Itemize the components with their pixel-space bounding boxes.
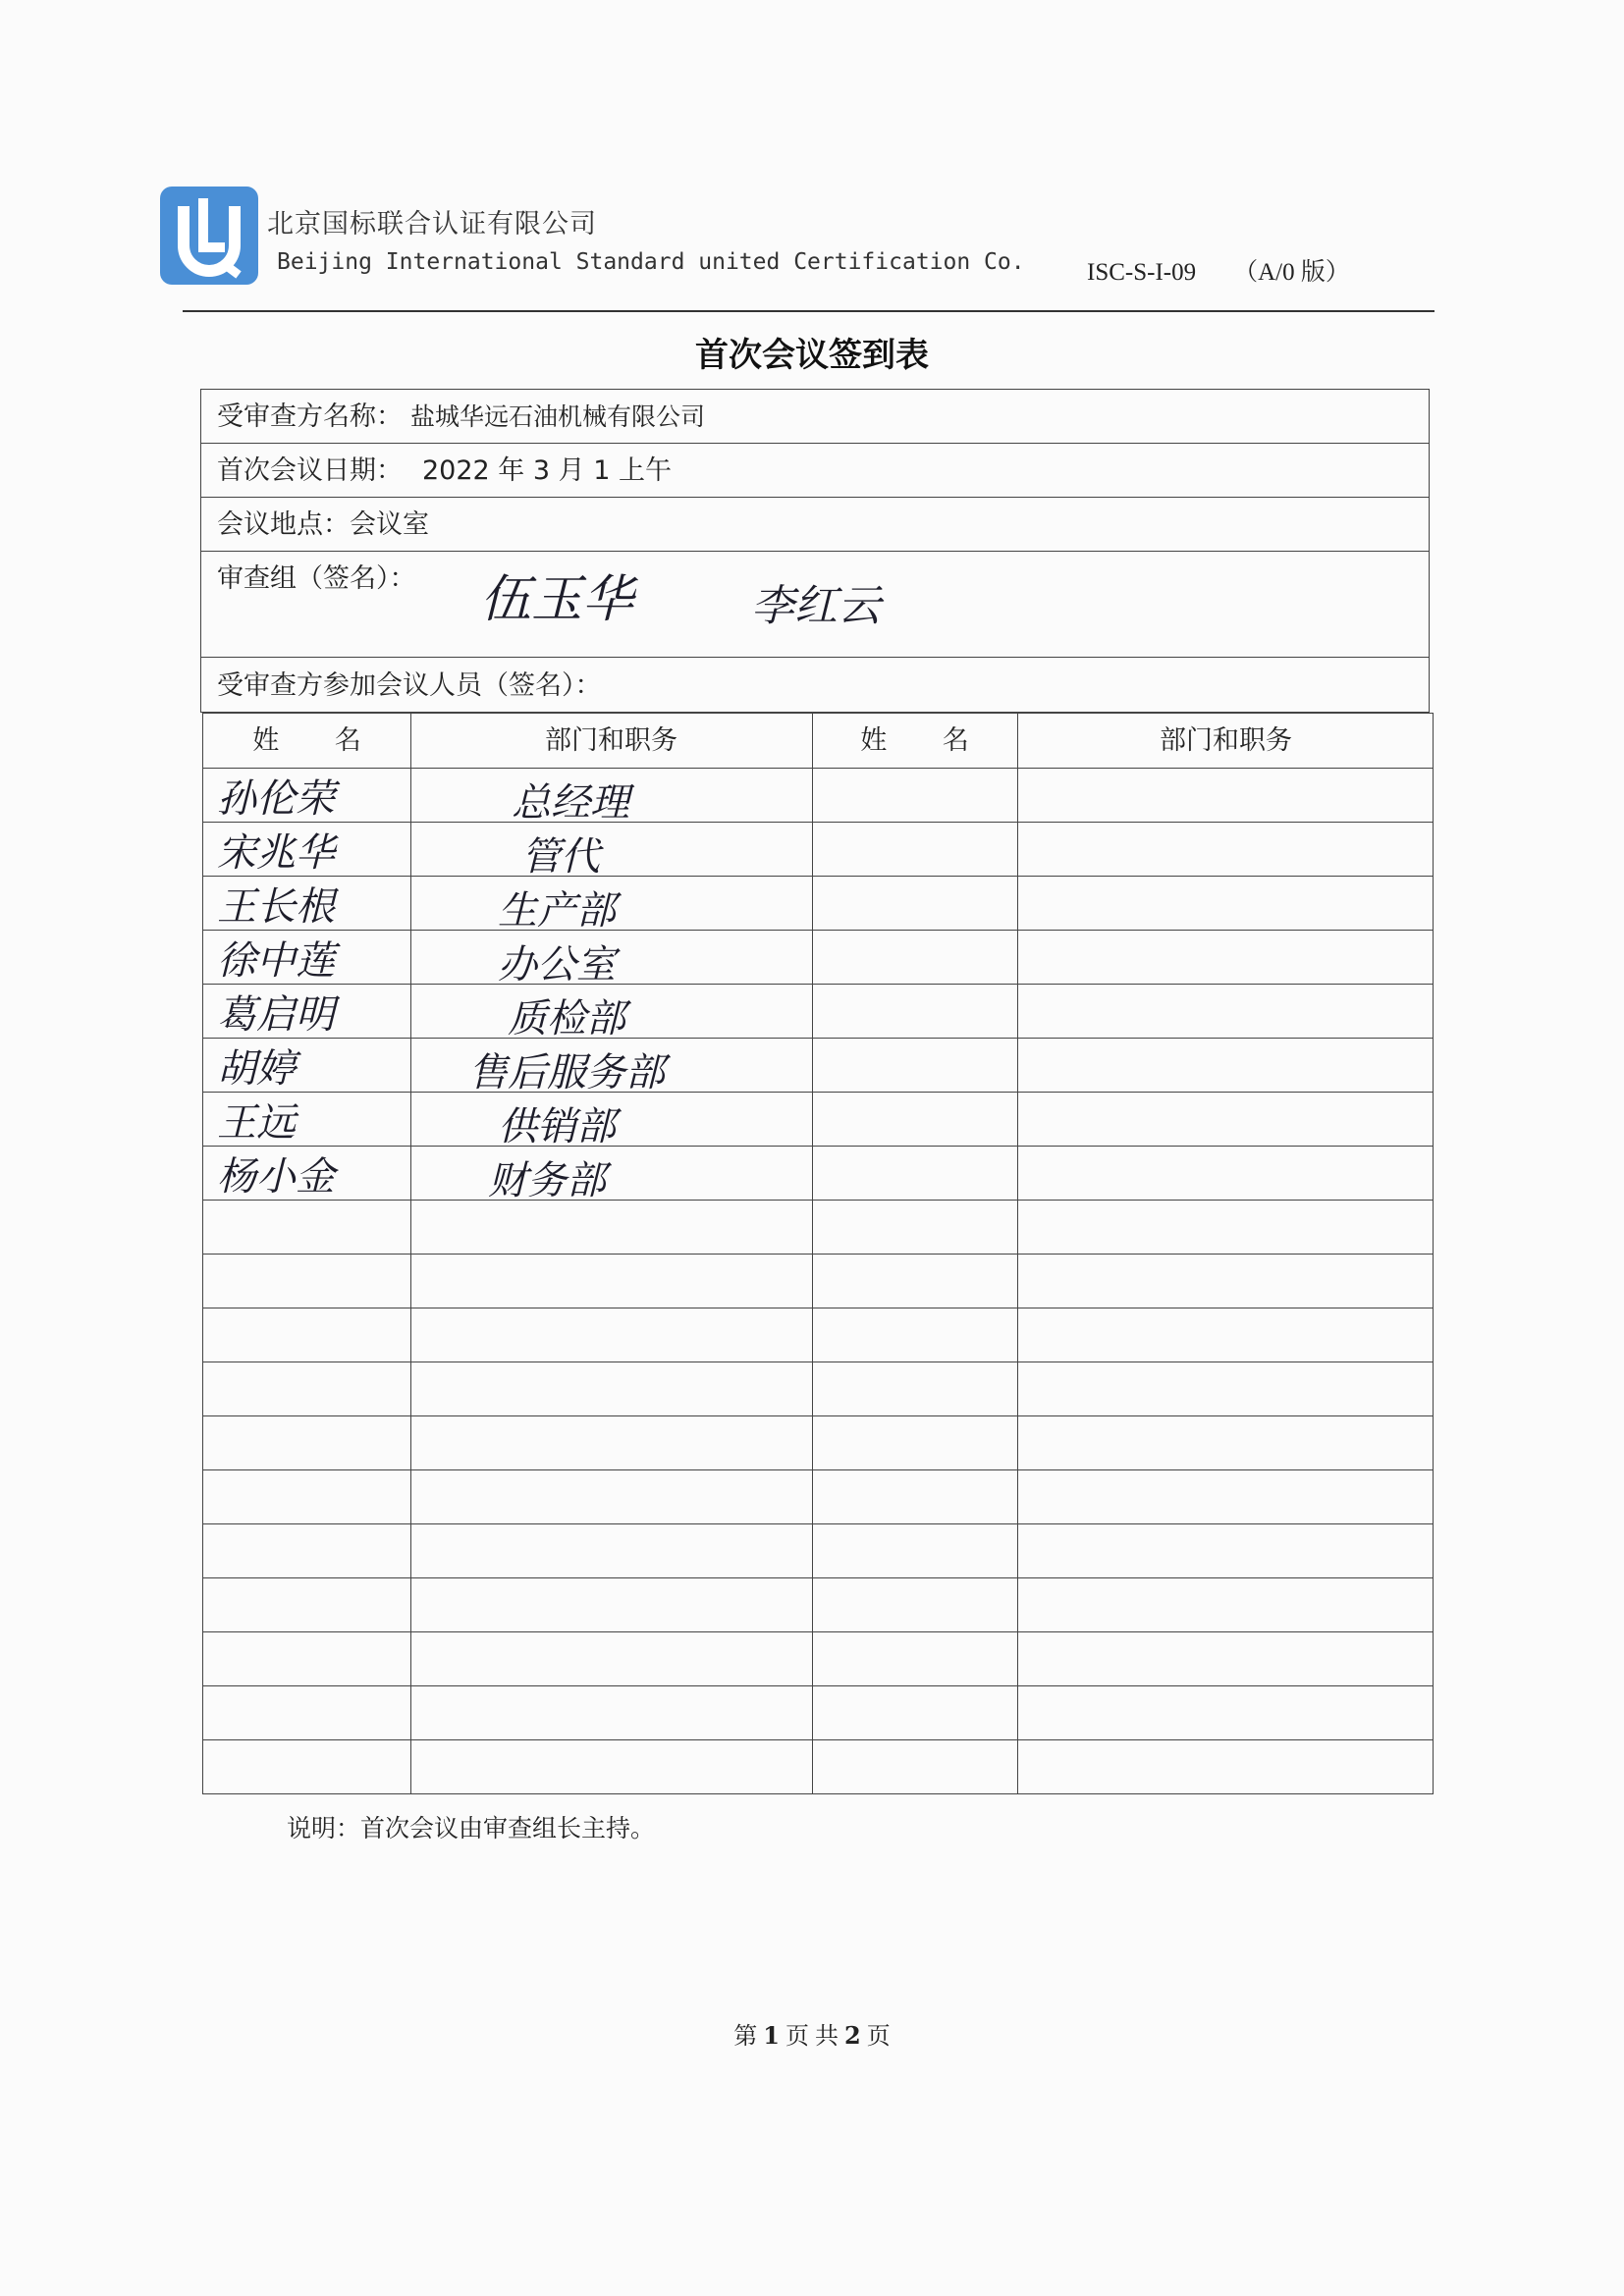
header-dept-left: 部门和职务 <box>545 725 677 756</box>
company-name-cn: 北京国标联合认证有限公司 <box>267 209 597 240</box>
row-divider <box>203 1739 1433 1740</box>
attendee-dept: 总经理 <box>512 780 629 826</box>
attendee-name: 孙伦荣 <box>217 776 335 822</box>
row-divider <box>203 1146 1433 1147</box>
header-name-left: 姓 名 <box>252 725 385 756</box>
attendee-name: 王长根 <box>217 884 335 930</box>
attendee-name: 杨小金 <box>217 1154 335 1200</box>
audit-team-label: 审查组（签名）： <box>217 563 416 594</box>
row-divider <box>203 1685 1433 1686</box>
attendees-row <box>201 658 1429 714</box>
auditee-label: 受审查方名称： <box>217 401 403 432</box>
page-suffix: 页 <box>866 2022 891 2050</box>
date-row <box>201 444 1429 498</box>
place-label: 会议地点： <box>217 509 350 540</box>
doc-version: （A/0 版） <box>1233 259 1350 286</box>
header-name-right: 姓 名 <box>860 725 993 756</box>
attendee-name: 王远 <box>217 1100 296 1146</box>
row-divider <box>203 1200 1433 1201</box>
row-divider <box>203 1254 1433 1255</box>
page-current: 1 <box>763 2021 780 2050</box>
auditee-row <box>201 390 1429 444</box>
place-row <box>201 498 1429 552</box>
attendee-dept: 生产部 <box>498 888 616 934</box>
table-row <box>203 822 1433 880</box>
page-total: 2 <box>844 2021 861 2050</box>
auditee-value: 盐城华远石油机械有限公司 <box>410 402 706 431</box>
attendees-label: 受审查方参加会议人员（签名）： <box>217 670 602 701</box>
date-value: 2022 年 3 月 1 上午 <box>422 455 672 486</box>
header-dept-right: 部门和职务 <box>1160 725 1292 756</box>
audit-team-signature-1: 伍玉华 <box>480 570 634 629</box>
company-logo-icon <box>158 185 260 287</box>
audit-team-row <box>201 552 1429 658</box>
header-divider <box>183 310 1435 312</box>
table-row <box>203 1146 1433 1203</box>
attendee-dept: 售后服务部 <box>468 1050 665 1095</box>
date-label: 首次会议日期： <box>217 455 403 486</box>
row-divider <box>203 1631 1433 1632</box>
page-mid-2: 共 <box>815 2022 839 2050</box>
page-prefix: 第 <box>733 2022 758 2050</box>
table-row <box>203 1038 1433 1095</box>
attendee-name: 胡婷 <box>217 1046 296 1092</box>
row-divider <box>203 1092 1433 1093</box>
meeting-info-block <box>200 389 1430 713</box>
table-row <box>203 1092 1433 1149</box>
row-divider <box>203 984 1433 985</box>
doc-code-number: ISC-S-I-09 <box>1087 259 1197 286</box>
attendee-dept: 办公室 <box>498 942 616 988</box>
table-row <box>203 876 1433 934</box>
attendee-dept: 管代 <box>521 834 600 880</box>
table-row <box>203 984 1433 1041</box>
place-value: 会议室 <box>350 509 429 540</box>
row-divider <box>203 930 1433 931</box>
attendee-dept: 质检部 <box>508 996 625 1041</box>
row-divider <box>203 1577 1433 1578</box>
attendee-name: 徐中莲 <box>217 938 335 984</box>
company-name-en: Beijing International Standard united Certification Co. <box>277 249 1025 275</box>
row-divider <box>203 822 1433 823</box>
table-row <box>203 930 1433 988</box>
attendee-dept: 供销部 <box>498 1104 616 1149</box>
page-number <box>0 2016 1624 2051</box>
row-divider <box>203 1469 1433 1470</box>
form-title: 首次会议签到表 <box>695 336 929 375</box>
attendee-name: 葛启明 <box>217 992 335 1038</box>
signature-table <box>202 713 1434 1794</box>
attendee-name: 宋兆华 <box>217 830 335 876</box>
row-divider <box>203 876 1433 877</box>
row-divider <box>203 768 1433 769</box>
form-note: 说明：首次会议由审查组长主持。 <box>287 1814 656 1842</box>
row-divider <box>203 1523 1433 1524</box>
row-divider <box>203 1038 1433 1039</box>
audit-team-signature-2: 李红云 <box>751 581 881 631</box>
attendee-dept: 财务部 <box>488 1158 606 1203</box>
page-mid-1: 页 <box>785 2022 809 2050</box>
table-row <box>203 768 1433 826</box>
document-code <box>1087 252 1350 288</box>
row-divider <box>203 1415 1433 1416</box>
